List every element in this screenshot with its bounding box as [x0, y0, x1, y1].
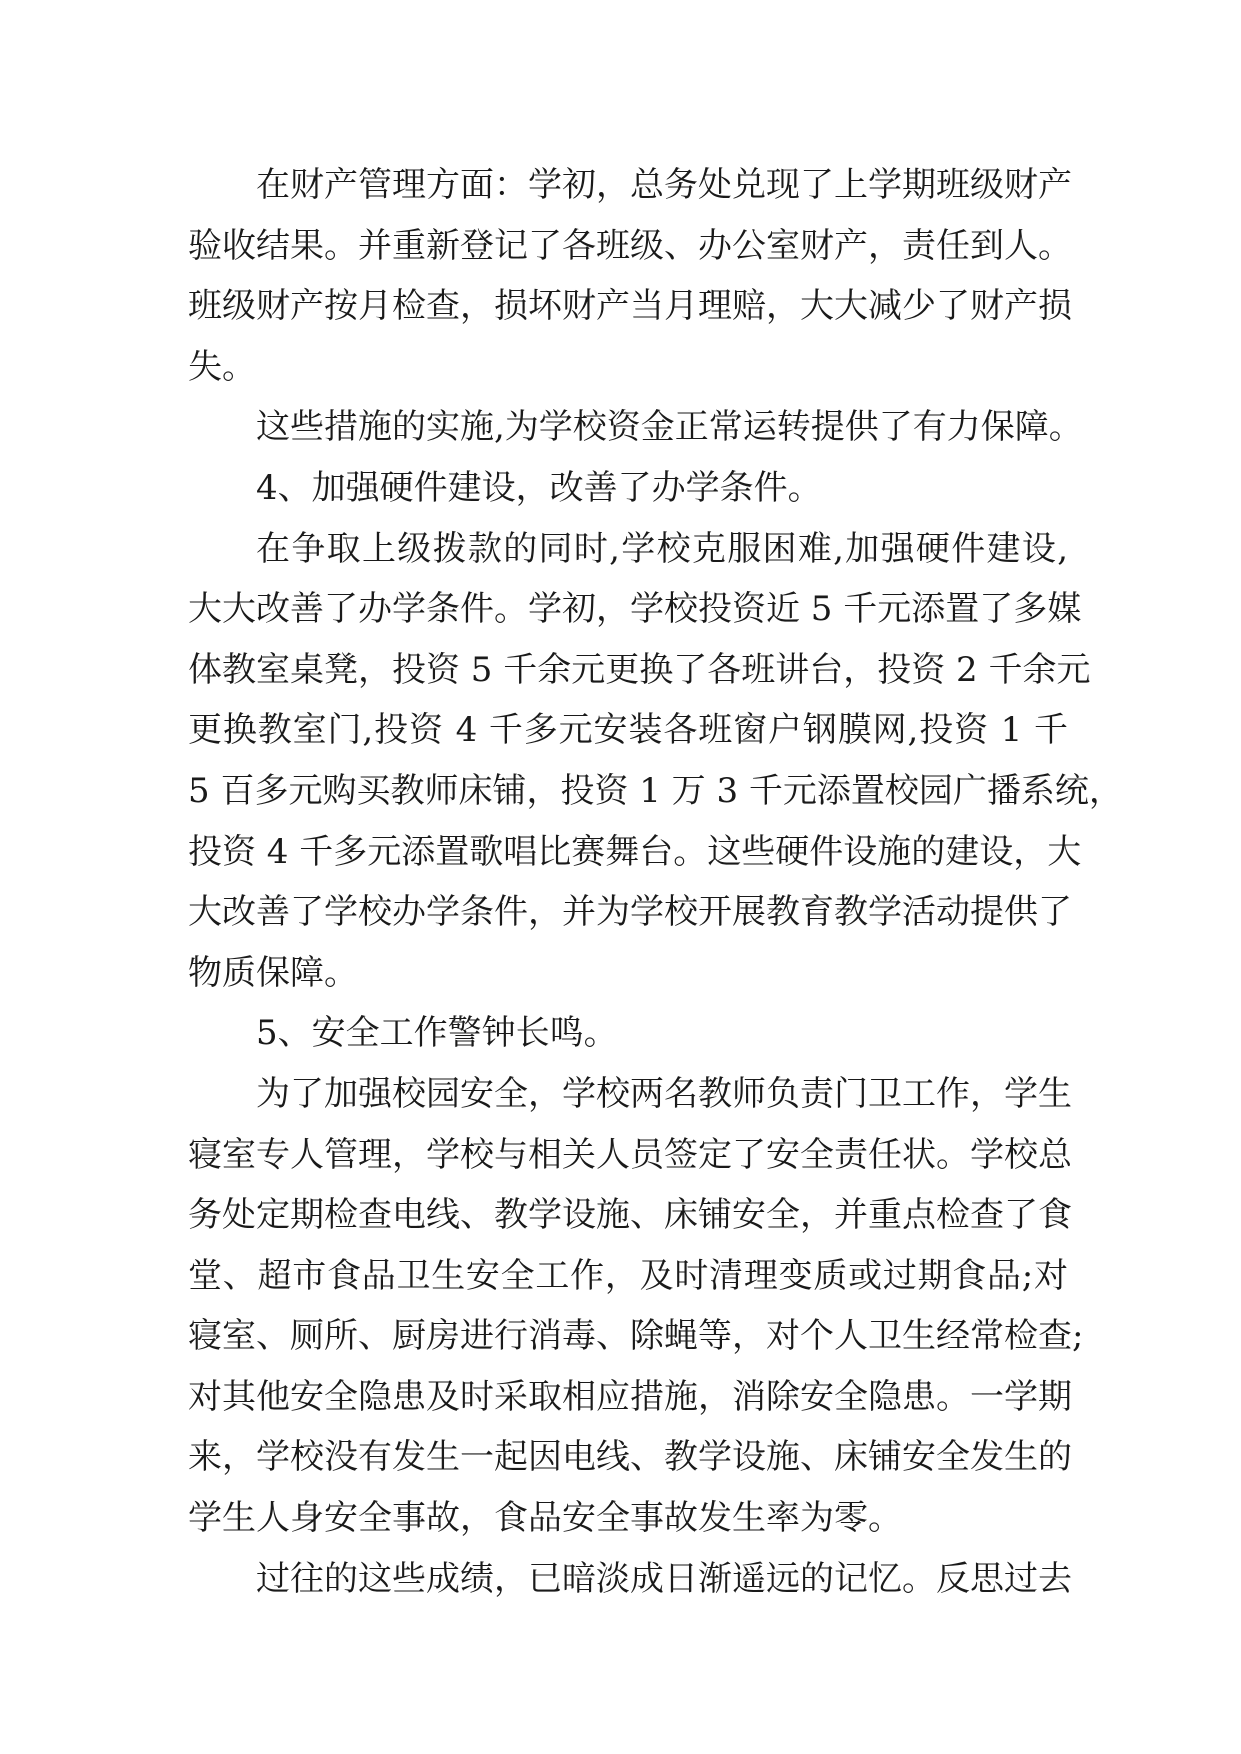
text-line: 大改善了学校办学条件，并为学校开展教育教学活动提供了 — [188, 892, 1072, 933]
text-line: 5 百多元购买教师床铺，投资 1 万 3 千元添置校园广播系统， — [188, 770, 1123, 811]
text-line: 在争取上级拨款的同时,学校克服困难,加强硬件建设, — [256, 528, 1068, 569]
section-heading: 4、加强硬件建设，改善了办学条件。 — [256, 467, 822, 508]
text-line: 过往的这些成绩，已暗淡成日渐遥远的记忆。反思过去 — [256, 1558, 1072, 1599]
text-line: 验收结果。并重新登记了各班级、办公室财产，责任到人。 — [188, 225, 1072, 266]
document-body — [188, 155, 1123, 1609]
text-line: 失。 — [188, 346, 256, 387]
text-line: 寝室、厕所、厨房进行消毒、除蝇等，对个人卫生经常检查; — [188, 1316, 1084, 1357]
text-line: 寝室专人管理，学校与相关人员签定了安全责任状。学校总 — [188, 1134, 1072, 1175]
text-line: 来，学校没有发生一起因电线、教学设施、床铺安全发生的 — [188, 1437, 1072, 1478]
text-line: 学生人身安全事故，食品安全事故发生率为零。 — [188, 1498, 902, 1539]
text-line: 更换教室门,投资 4 千多元安装各班窗户钢膜网,投资 1 千 — [188, 710, 1068, 751]
text-line: 大大改善了办学条件。学初，学校投资近 5 千元添置了多媒 — [188, 589, 1082, 630]
text-line: 物质保障。 — [188, 952, 358, 993]
text-line: 投资 4 千多元添置歌唱比赛舞台。这些硬件设施的建设，大 — [188, 831, 1082, 872]
section-heading: 5、安全工作警钟长鸣。 — [256, 1013, 618, 1054]
text-line: 务处定期检查电线、教学设施、床铺安全，并重点检查了食 — [188, 1195, 1072, 1236]
text-line: 堂、超市食品卫生安全工作，及时清理变质或过期食品;对 — [188, 1255, 1068, 1296]
text-line: 体教室桌凳，投资 5 千余元更换了各班讲台，投资 2 千余元 — [188, 649, 1091, 690]
text-line: 为了加强校园安全，学校两名教师负责门卫工作，学生 — [256, 1073, 1072, 1114]
text-line: 对其他安全隐患及时采取相应措施，消除安全隐患。一学期 — [188, 1376, 1072, 1417]
text-line: 班级财产按月检查，损坏财产当月理赔，大大减少了财产损 — [188, 286, 1072, 327]
text-line: 这些措施的实施,为学校资金正常运转提供了有力保障。 — [256, 407, 1083, 448]
text-line: 在财产管理方面：学初，总务处兑现了上学期班级财产 — [256, 165, 1072, 205]
